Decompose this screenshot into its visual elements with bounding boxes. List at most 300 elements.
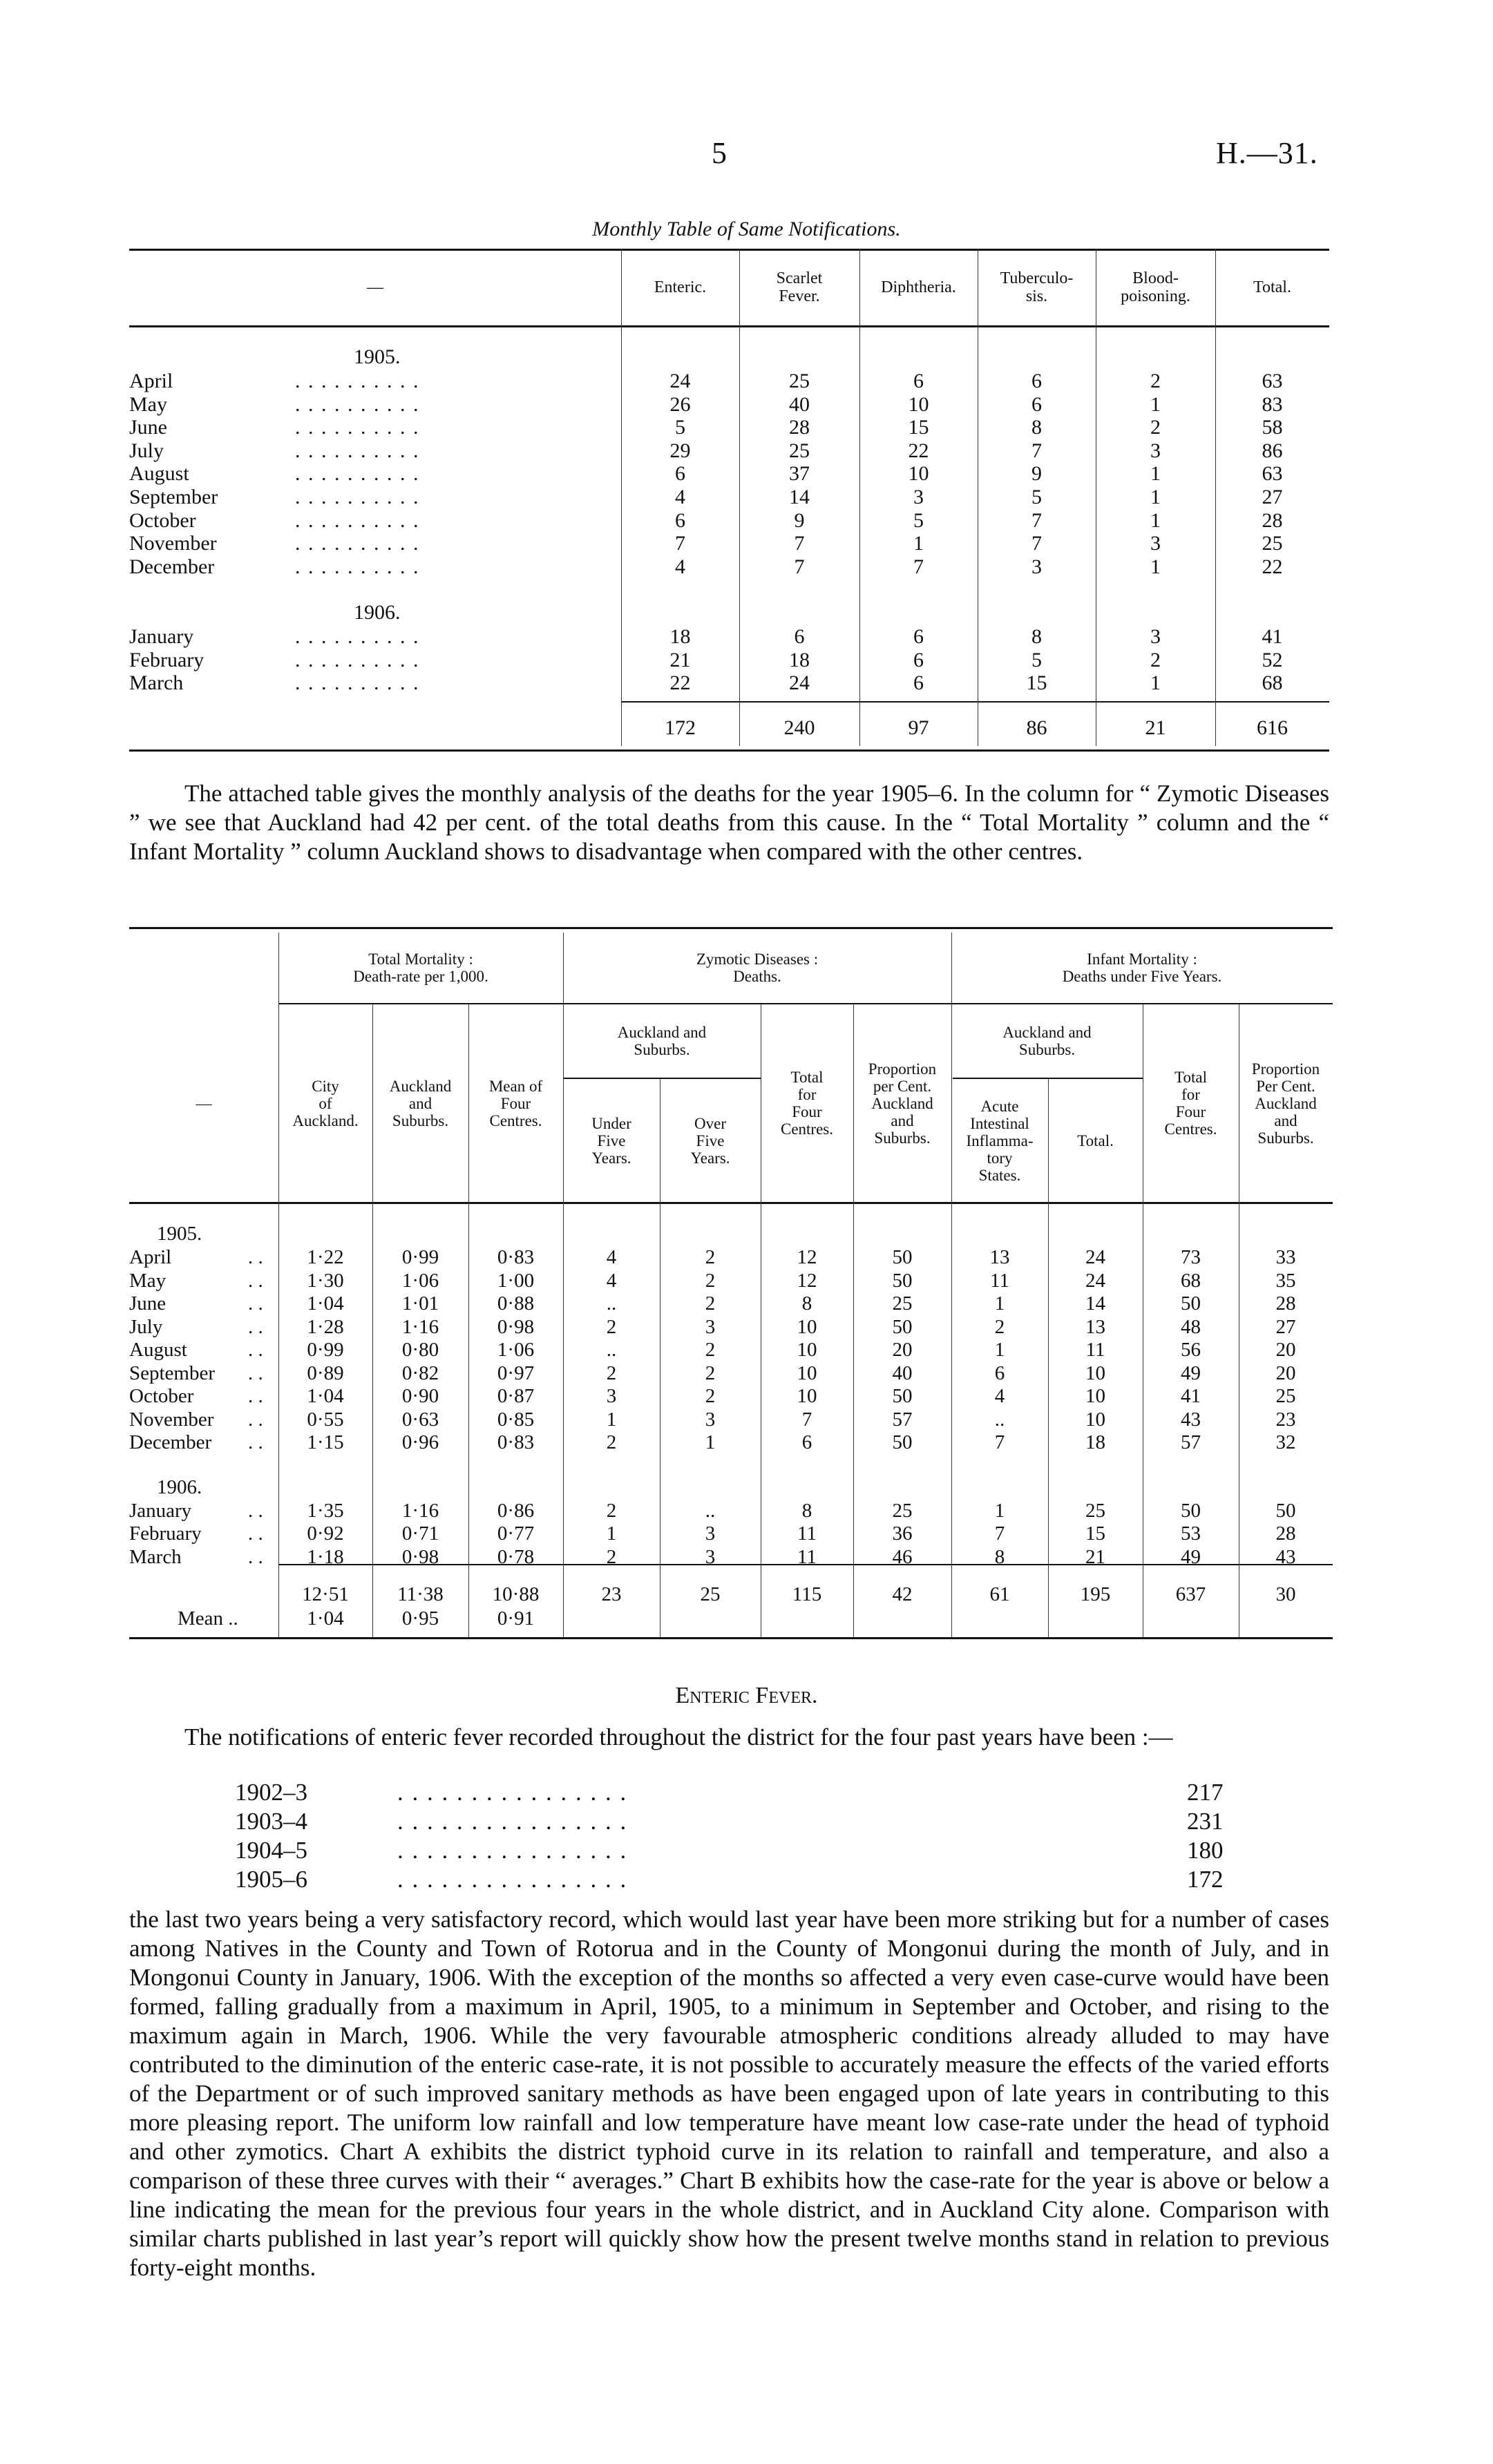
table-cell: 1 — [1150, 508, 1161, 532]
table-cell: 3 — [1031, 555, 1042, 578]
row-label: July — [129, 439, 164, 462]
table-cell: 21 — [1085, 1545, 1105, 1568]
table-cell: 37 — [789, 462, 810, 486]
table-cell: 63 — [1262, 370, 1283, 392]
table-cell: 1 — [1150, 671, 1161, 695]
table-cell: 5 — [675, 416, 685, 439]
table-cell: 23 — [1275, 1408, 1296, 1431]
col-header-diphtheria: Diphtheria. — [881, 278, 956, 296]
col-header-city-of-auckland: City of Auckland. — [292, 1077, 359, 1129]
table-cell: 2 — [1150, 648, 1161, 671]
table-cell: 0·97 — [497, 1362, 535, 1384]
table-cell: 25 — [892, 1292, 913, 1315]
leader-dots: . . . . . . . . . . — [295, 508, 420, 532]
table-cell: 0·92 — [307, 1522, 344, 1545]
leader-dots: . . . . . . . . . . — [295, 392, 420, 416]
year-label-1905: 1905. — [157, 1223, 202, 1245]
table-cell: 20 — [892, 1339, 913, 1361]
table-cell: 6 — [913, 671, 924, 695]
table-cell: 0·89 — [307, 1362, 344, 1384]
table-cell: 2 — [606, 1315, 617, 1338]
table-cell: 3 — [913, 486, 924, 508]
stub-header: — — [196, 1094, 212, 1112]
table-cell: 0·98 — [401, 1545, 439, 1568]
table-cell: 12 — [797, 1246, 817, 1268]
table-cell: 5 — [913, 508, 924, 532]
table-cell: 15 — [908, 416, 929, 439]
total-cell: 11·38 — [397, 1583, 444, 1605]
table-cell: 26 — [669, 392, 691, 416]
row-label: December — [129, 1431, 212, 1453]
table-cell: 0·82 — [401, 1362, 439, 1384]
table-cell: 83 — [1262, 392, 1283, 416]
row-label: October — [129, 1385, 194, 1407]
document-reference: H.—31. — [1216, 136, 1318, 170]
table-cell: 1·15 — [307, 1431, 344, 1453]
mean-cell: 1·04 — [307, 1607, 344, 1630]
table-cell: 8 — [1031, 625, 1042, 648]
table-cell: 2 — [606, 1545, 617, 1568]
leader-dots: . . . . . . . . . . — [295, 486, 420, 508]
table-cell: 18 — [669, 625, 691, 648]
row-label: April — [129, 1246, 172, 1268]
enteric-count: 172 — [1187, 1866, 1224, 1893]
table-cell: 4 — [606, 1246, 617, 1268]
table-cell: 3 — [1150, 439, 1161, 462]
table-cell: 1·18 — [307, 1545, 344, 1568]
section-heading-enteric-fever: Enteric Fever. — [675, 1683, 818, 1708]
table-cell: 2 — [1150, 370, 1161, 392]
table-cell: 4 — [606, 1269, 617, 1292]
table-cell: 3 — [606, 1385, 617, 1407]
table-cell: 50 — [892, 1431, 913, 1453]
total-cell: 42 — [892, 1583, 913, 1605]
total-cell: 30 — [1275, 1583, 1296, 1605]
table-cell: 3 — [1150, 625, 1161, 648]
row-label: March — [129, 1545, 182, 1568]
table-cell: 0·98 — [497, 1315, 535, 1338]
total-total: 616 — [1257, 716, 1288, 739]
table-cell: 3 — [705, 1545, 716, 1568]
col-header-enteric: Enteric. — [654, 278, 707, 296]
col-header-total: Total. — [1253, 278, 1291, 296]
enteric-count: 217 — [1187, 1779, 1224, 1806]
table-cell: 50 — [892, 1385, 913, 1407]
table-cell: .. — [705, 1499, 716, 1522]
leader-dots: . . — [248, 1269, 263, 1292]
enteric-count: 180 — [1187, 1837, 1224, 1864]
leader-dots: . . — [248, 1246, 263, 1268]
table-cell: 1·06 — [401, 1269, 439, 1292]
table-cell: 2 — [705, 1246, 716, 1268]
table-cell: 6 — [913, 648, 924, 671]
table-cell: 0·77 — [497, 1522, 535, 1545]
table-cell: 24 — [1085, 1269, 1105, 1292]
mortality-table — [129, 927, 1333, 1642]
table-cell: 3 — [1150, 532, 1161, 555]
subgroup-header-zymotic-auckland: Auckland and Suburbs. — [617, 1024, 707, 1058]
table-cell: 57 — [1181, 1431, 1201, 1453]
table-cell: 1·04 — [307, 1385, 344, 1407]
total-cell: 25 — [700, 1583, 721, 1605]
table-cell: 9 — [1031, 462, 1042, 486]
table-cell: .. — [606, 1339, 617, 1361]
table-cell: 8 — [801, 1499, 812, 1522]
table-cell: 9 — [794, 508, 805, 532]
row-label: May — [129, 1269, 167, 1292]
table-cell: 18 — [1085, 1431, 1105, 1453]
table-cell: 46 — [892, 1545, 913, 1568]
table-cell: 1 — [994, 1339, 1005, 1361]
table-cell: 14 — [1085, 1292, 1105, 1315]
table-cell: 0·99 — [307, 1339, 344, 1361]
table-cell: 10 — [797, 1339, 817, 1361]
table-cell: 7 — [1031, 439, 1042, 462]
leader-dots: . . — [248, 1499, 263, 1522]
group-header-infant-mortality: Infant Mortality : Deaths under Five Years. — [1062, 951, 1222, 985]
table-cell: 0·86 — [497, 1499, 535, 1522]
table-cell: 50 — [1275, 1499, 1296, 1522]
table-cell: 7 — [1031, 532, 1042, 555]
table-cell: 41 — [1181, 1385, 1201, 1407]
table-cell: 0·99 — [401, 1246, 439, 1268]
table-cell: 1 — [606, 1408, 617, 1431]
table-cell: 35 — [1275, 1269, 1296, 1292]
table-cell: 0·83 — [497, 1431, 535, 1453]
table-cell: 13 — [1085, 1315, 1105, 1338]
table-cell: 28 — [789, 416, 810, 439]
table-cell: 11 — [797, 1545, 817, 1568]
table-cell: 6 — [675, 462, 685, 486]
table-cell: 25 — [1275, 1385, 1296, 1407]
mean-label: Mean .. — [178, 1607, 238, 1630]
table-cell: 22 — [908, 439, 929, 462]
row-label: June — [129, 416, 167, 439]
table-cell: 6 — [1031, 370, 1042, 392]
mean-cell: 0·95 — [401, 1607, 439, 1630]
page-number: 5 — [712, 136, 727, 170]
table-cell: 25 — [789, 370, 810, 392]
table-cell: 1·00 — [497, 1269, 535, 1292]
table-cell: 5 — [1031, 648, 1042, 671]
table-cell: 20 — [1275, 1362, 1296, 1384]
table-cell: 15 — [1026, 671, 1047, 695]
table-cell: 68 — [1181, 1269, 1201, 1292]
table-cell: 0·87 — [497, 1385, 535, 1407]
table-cell: 1·30 — [307, 1269, 344, 1292]
table-cell: 22 — [1262, 555, 1283, 578]
stub-header: — — [367, 278, 383, 296]
table-cell: 50 — [892, 1269, 913, 1292]
leader-dots: . . — [248, 1315, 263, 1338]
row-label: August — [129, 1339, 187, 1361]
row-label: July — [129, 1315, 163, 1338]
leader-dots: . . — [248, 1545, 263, 1568]
table-cell: 2 — [1150, 416, 1161, 439]
table-cell: 6 — [794, 625, 805, 648]
table-cell: 10 — [1085, 1385, 1105, 1407]
table-cell: 10 — [1085, 1362, 1105, 1384]
table-cell: 58 — [1262, 416, 1283, 439]
col-header-over-five-years: Over Five Years. — [690, 1114, 730, 1167]
leader-dots: . . . . . . . . . . . . . . . . — [397, 1779, 628, 1806]
table-cell: 2 — [705, 1292, 716, 1315]
leader-dots: . . — [248, 1385, 263, 1407]
table-cell: 1·04 — [307, 1292, 344, 1315]
table-cell: 0·55 — [307, 1408, 344, 1431]
table-cell: 8 — [801, 1292, 812, 1315]
year-label-1906: 1906. — [157, 1476, 202, 1498]
total-cell: 10·88 — [492, 1583, 540, 1605]
table-cell: 36 — [892, 1522, 913, 1545]
col-header-zymotic-total-four-centres: Total for Four Centres. — [780, 1069, 833, 1138]
table-cell: 27 — [1275, 1315, 1296, 1338]
col-header-tuberculosis: Tuberculo- sis. — [1000, 269, 1074, 305]
table-cell: 7 — [675, 532, 685, 555]
table-cell: 28 — [1275, 1522, 1296, 1545]
table-cell: 1 — [994, 1292, 1005, 1315]
table-cell: 1·35 — [307, 1499, 344, 1522]
table-cell: 49 — [1181, 1545, 1201, 1568]
table-cell: .. — [994, 1408, 1005, 1431]
table-cell: 7 — [801, 1408, 812, 1431]
row-label: January — [129, 625, 194, 648]
enteric-year: 1905–6 — [235, 1866, 307, 1893]
table-cell: 0·83 — [497, 1246, 535, 1268]
col-header-infant-total: Total. — [1077, 1131, 1114, 1149]
col-header-scarlet-fever: Scarlet Fever. — [776, 269, 823, 305]
table-cell: 32 — [1275, 1431, 1296, 1453]
table-cell: 48 — [1181, 1315, 1201, 1338]
row-label: February — [129, 648, 205, 671]
table-cell: 2 — [606, 1499, 617, 1522]
table-cell: 7 — [1031, 508, 1042, 532]
table-cell: 10 — [1085, 1408, 1105, 1431]
table-cell: 7 — [994, 1522, 1005, 1545]
table-cell: 22 — [669, 671, 691, 695]
table-cell: 6 — [675, 508, 685, 532]
total-diphtheria: 97 — [908, 716, 929, 739]
table-cell: 0·88 — [497, 1292, 535, 1315]
table-cell: 11 — [797, 1522, 817, 1545]
leader-dots: . . — [248, 1292, 263, 1315]
leader-dots: . . — [248, 1431, 263, 1453]
table-cell: 0·78 — [497, 1545, 535, 1568]
leader-dots: . . . . . . . . . . — [295, 625, 420, 648]
year-label-1906: 1906. — [354, 601, 401, 624]
table-cell: 1·01 — [401, 1292, 439, 1315]
table-cell: 27 — [1262, 486, 1283, 508]
table-cell: 2 — [705, 1269, 716, 1292]
table-cell: 4 — [994, 1385, 1005, 1407]
table-cell: 1·06 — [497, 1339, 535, 1361]
row-label: November — [129, 1408, 214, 1431]
leader-dots: . . . . . . . . . . . . . . . . — [397, 1808, 628, 1835]
table-cell: 7 — [794, 555, 805, 578]
total-cell: 115 — [792, 1583, 822, 1605]
table-cell: 11 — [1085, 1339, 1105, 1361]
table-cell: 1 — [1150, 555, 1161, 578]
table-cell: 1 — [705, 1431, 716, 1453]
leader-dots: . . — [248, 1522, 263, 1545]
col-header-under-five-years: Under Five Years. — [591, 1114, 631, 1167]
table-cell: 25 — [892, 1499, 913, 1522]
leader-dots: . . . . . . . . . . — [295, 370, 420, 392]
table-cell: 4 — [675, 555, 685, 578]
table-cell: 0·90 — [401, 1385, 439, 1407]
table-cell: 0·96 — [401, 1431, 439, 1453]
table-cell: 10 — [797, 1315, 817, 1338]
table-cell: 86 — [1262, 439, 1283, 462]
row-label: March — [129, 671, 184, 695]
table-cell: 12 — [797, 1269, 817, 1292]
total-cell: 12·51 — [302, 1583, 349, 1605]
table-cell: 53 — [1181, 1522, 1201, 1545]
table-cell: 1·28 — [307, 1315, 344, 1338]
table-cell: 18 — [789, 648, 810, 671]
year-label-1905: 1905. — [354, 345, 401, 368]
leader-dots: . . . . . . . . . . — [295, 416, 420, 439]
table-cell: 50 — [1181, 1499, 1201, 1522]
table-cell: 2 — [606, 1362, 617, 1384]
table-cell: 6 — [994, 1362, 1005, 1384]
table-cell: 3 — [705, 1315, 716, 1338]
table-cell: 24 — [789, 671, 810, 695]
table-cell: 68 — [1262, 671, 1283, 695]
table-cell: 49 — [1181, 1362, 1201, 1384]
table-cell: 50 — [892, 1246, 913, 1268]
enteric-count: 231 — [1187, 1808, 1224, 1835]
table-cell: 50 — [892, 1315, 913, 1338]
table-cell: 10 — [908, 392, 929, 416]
total-cell: 637 — [1175, 1583, 1206, 1605]
table-cell: 40 — [892, 1362, 913, 1384]
row-label: December — [129, 555, 215, 578]
table-cell: 11 — [990, 1269, 1009, 1292]
table-cell: 10 — [908, 462, 929, 486]
total-scarlet-fever: 240 — [783, 716, 815, 739]
table-cell: 2 — [606, 1431, 617, 1453]
leader-dots: . . . . . . . . . . — [295, 462, 420, 486]
row-label: October — [129, 508, 196, 532]
table-cell: 52 — [1262, 648, 1283, 671]
total-tuberculosis: 86 — [1026, 716, 1047, 739]
table-cell: 41 — [1262, 625, 1283, 648]
table-cell: 1 — [1150, 392, 1161, 416]
table-cell: 43 — [1181, 1408, 1201, 1431]
table-cell: 4 — [675, 486, 685, 508]
group-header-total-mortality: Total Mortality : Death-rate per 1,000. — [353, 951, 488, 985]
table-cell: 1 — [994, 1499, 1005, 1522]
table-cell: 2 — [705, 1339, 716, 1361]
row-label: May — [129, 392, 167, 416]
table-cell: 73 — [1181, 1246, 1201, 1268]
table-cell: 7 — [994, 1431, 1005, 1453]
table-cell: 28 — [1275, 1292, 1296, 1315]
table-cell: 25 — [1262, 532, 1283, 555]
subgroup-header-infant-auckland: Auckland and Suburbs. — [1002, 1024, 1092, 1058]
table-cell: 24 — [1085, 1246, 1105, 1268]
table-cell: 21 — [669, 648, 691, 671]
enteric-intro: The notifications of enteric fever recorded throughout the district for the four past years have been :— — [184, 1723, 1173, 1750]
row-label: January — [129, 1499, 192, 1522]
table-cell: 57 — [892, 1408, 913, 1431]
table-cell: 14 — [789, 486, 810, 508]
row-label: November — [129, 532, 217, 555]
leader-dots: . . . . . . . . . . . . . . . . — [397, 1837, 628, 1864]
table-cell: 10 — [797, 1385, 817, 1407]
table-cell: 5 — [1031, 486, 1042, 508]
total-blood-poisoning: 21 — [1145, 716, 1166, 739]
leader-dots: . . . . . . . . . . — [295, 439, 420, 462]
table-cell: 8 — [994, 1545, 1005, 1568]
enteric-body-paragraph: the last two years being a very satisfactory record, which would last year have been more striking but for a number of cases among Natives in the County and Town of Rotorua and in the County of Mongonui during the month of July, and in Mongonui County in January, 1906. With the exception of the months so affected a very even case-curve would have been formed, falling gradually from a maximum in April, 1905, to a minimum in September and October, and rising to the maximum again in March, 1906. While the very favourable atmospheric conditions already alluded to may have contributed to the diminution of the enteric case-rate, it is not possible to accurately measure the effects of the varied efforts of the Department or of such improved sanitary methods as have been engaged upon of late years in contributing to this more pleasing report. The uniform low rainfall and low temperature have meant low case-rate under the head of typhoid and other zymotics. Chart A exhibits the district typhoid curve in its relation to rainfall and temperature, and also a comparison of these three curves with their “ averages.” Chart B exhibits how the case-rate for the year is above or below a line indicating the mean for the previous four years in the whole district, and in Auckland City alone. Comparison with similar charts published in last year’s report will quickly show how the present twelve months stand in relation to previous forty-eight months. — [129, 1906, 1329, 2281]
table-cell: 2 — [994, 1315, 1005, 1338]
row-label: June — [129, 1292, 167, 1315]
table-cell: 28 — [1262, 508, 1283, 532]
table1-caption: Monthly Table of Same Notifications. — [592, 218, 901, 240]
table-cell: 33 — [1275, 1246, 1296, 1268]
leader-dots: . . — [248, 1362, 263, 1384]
deaths-analysis-paragraph: The attached table gives the monthly analysis of the deaths for the year 1905–6. In the column for “ Zymotic Diseases ” we see that Auckland had 42 per cent. of the total deaths from this cause. In the “ Total Mortality ” column and the “ Infant Mortality ” column Auckland shows to disadvantage when compared with the other centres. — [129, 780, 1329, 865]
table-cell: 1 — [1150, 486, 1161, 508]
table-cell: .. — [606, 1292, 617, 1315]
table-cell: 13 — [989, 1246, 1010, 1268]
col-header-zymotic-proportion: Proportion per Cent. Auckland and Suburbs. — [868, 1060, 937, 1147]
table-cell: 40 — [789, 392, 810, 416]
total-enteric: 172 — [665, 716, 696, 739]
table-cell: 1·16 — [401, 1499, 439, 1522]
table-cell: 15 — [1085, 1522, 1105, 1545]
leader-dots: . . . . . . . . . . — [295, 555, 420, 578]
table-cell: 6 — [913, 370, 924, 392]
total-cell: 61 — [989, 1583, 1010, 1605]
total-cell: 195 — [1080, 1583, 1111, 1605]
table-cell: 1 — [606, 1522, 617, 1545]
table-cell: 0·85 — [497, 1408, 535, 1431]
table-cell: 0·80 — [401, 1339, 439, 1361]
table-cell: 3 — [705, 1408, 716, 1431]
row-label: August — [129, 462, 189, 486]
leader-dots: . . — [248, 1339, 263, 1361]
col-header-auckland-and-suburbs: Auckland and Suburbs. — [389, 1077, 452, 1129]
row-label: September — [129, 1362, 216, 1384]
col-header-infant-total-four-centres: Total for Four Centres. — [1164, 1069, 1217, 1138]
table-cell: 2 — [705, 1362, 716, 1384]
enteric-year: 1903–4 — [235, 1808, 307, 1835]
col-header-acute-intestinal: Acute Intestinal Inflamma- tory States. — [966, 1097, 1034, 1184]
enteric-year: 1902–3 — [235, 1779, 307, 1806]
notifications-table — [129, 249, 1329, 756]
table-cell: 6 — [913, 625, 924, 648]
table-cell: 25 — [1085, 1499, 1105, 1522]
table-cell: 20 — [1275, 1339, 1296, 1361]
table-cell: 1·16 — [401, 1315, 439, 1338]
table-cell: 7 — [913, 555, 924, 578]
enteric-year: 1904–5 — [235, 1837, 307, 1864]
leader-dots: . . . . . . . . . . — [295, 648, 420, 671]
table-cell: 3 — [705, 1522, 716, 1545]
table-cell: 43 — [1275, 1545, 1296, 1568]
table-cell: 25 — [789, 439, 810, 462]
table-cell: 8 — [1031, 416, 1042, 439]
table-cell: 0·63 — [401, 1408, 439, 1431]
table-cell: 2 — [705, 1385, 716, 1407]
table-cell: 1 — [913, 532, 924, 555]
leader-dots: . . . . . . . . . . — [295, 671, 420, 695]
row-label: April — [129, 370, 173, 392]
col-header-blood-poisoning: Blood- poisoning. — [1121, 269, 1190, 305]
